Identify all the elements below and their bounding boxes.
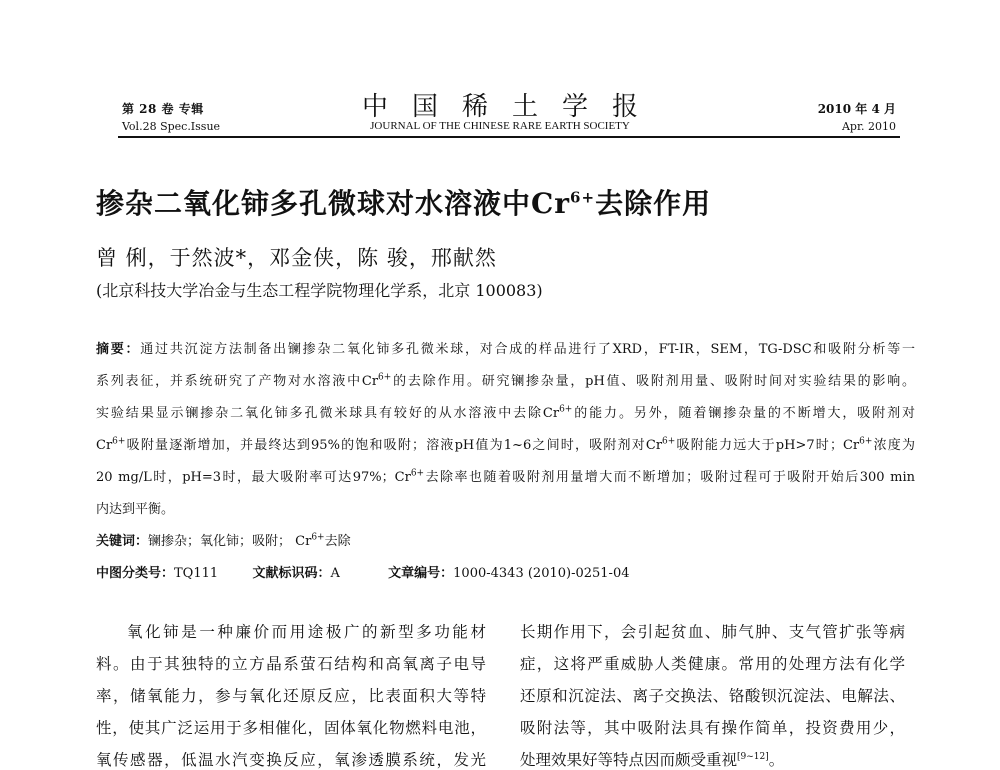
body-right-line-2: 症，这将严重威胁人类健康。常用的处理方法有化学 [520, 655, 905, 673]
journal-title-cn: 中国稀土学报 [361, 92, 662, 122]
affiliation: (北京科技大学冶金与生态工程学院物理化学系，北京 100083) [96, 281, 543, 300]
doc-code-label: 文献标识码： [252, 566, 331, 581]
body-right-line-3: 还原和沉淀法、离子交换法、铬酸钡沉淀法、电解法、 [520, 687, 905, 705]
classification-line [96, 562, 630, 581]
clc-value: TQ111 [174, 566, 219, 581]
abstract-line-6: 内达到平衡。 [96, 502, 175, 517]
abstract-line-4: $Cr^{6+}$吸附量逐渐增加，并最终达到95%的饱和吸附；溶液pH值为1~6之间时，吸附剂对$Cr^{6+}$吸附能力远大于pH>7时；$Cr^{6+}$浓度为 [96, 436, 915, 453]
abstract-line-1: 摘要：通过共沉淀方法制备出镧掺杂二氧化铈多孔微米球，对合成的样品进行了XRD，FT-IR，SEM，TG-DSC和吸附分析等一 [96, 342, 915, 357]
journal-title-en: JOURNAL OF THE CHINESE RARE EARTH SOCIETY [370, 120, 630, 132]
keywords: 关键词：镧掺杂；氧化铈；吸附； $Cr^{6+}$去除 [96, 532, 351, 549]
body-left-line-4: 性，使其广泛运用于多相催化，固体氧化物燃料电池， [96, 719, 486, 737]
body-left-line-2: 料。由于其独特的立方晶系萤石结构和高氧离子电导 [96, 655, 486, 673]
body-left-line-5: 氧传感器，低温水汽变换反应，氧渗透膜系统，发光 [96, 751, 486, 769]
body-right-line-5: 处理效果好等特点因而颇受重视[9~12]。 [520, 751, 785, 769]
body-right-line-4: 吸附法等，其中吸附法具有操作简单，投资费用少， [520, 719, 905, 737]
date-cn: 2010 年 4 月 [817, 102, 896, 116]
paper-title: 掺杂二氧化铈多孔微球对水溶液中$Cr^{6+}$去除作用 [96, 187, 712, 220]
volume-issue-en: Vol.28 Spec.Issue [122, 120, 221, 133]
article-number-label: 文章编号： [388, 566, 454, 581]
abstract-line-5: 20 mg/L时，pH=3时，最大吸附率可达97%；$Cr^{6+}$去除率也随着吸附剂用量增大而不断增加；吸附过程可于吸附开始后300 min [96, 468, 915, 485]
abstract-label: 摘要： [96, 342, 141, 357]
article-number-value: 1000-4343 (2010)-0251-04 [453, 566, 630, 581]
abstract-line-2: 系列表征，并系统研究了产物对水溶液中$Cr^{6+}$的去除作用。研究镧掺杂量，pH值、吸附剂用量、吸附时间对实验结果的影响。 [96, 372, 915, 389]
authors: 曾 俐，于然波*，邓金侠，陈 骏，邢献然 [96, 246, 497, 270]
body-right-line-1: 长期作用下，会引起贫血、肺气肿、支气管扩张等病 [520, 623, 905, 641]
doc-code-value: A [330, 566, 340, 581]
citation-ref: [9~12] [737, 751, 769, 762]
abstract-line-3: 实验结果显示镧掺杂二氧化铈多孔微米球具有较好的从水溶液中去除$Cr^{6+}$的能力。另外，随着镧掺杂量的不断增大，吸附剂对 [96, 404, 915, 421]
clc-label: 中图分类号： [96, 566, 175, 581]
date-en: Apr. 2010 [841, 120, 896, 133]
volume-issue-cn: 第 28 卷 专辑 [122, 102, 204, 116]
body-left-line-3: 率，储氧能力，参与氧化还原反应，比表面积大等特 [96, 687, 486, 705]
keywords-label: 关键词： [96, 534, 149, 549]
body-left-line-1: 氧化铈是一种廉价而用途极广的新型多功能材 [127, 623, 486, 641]
header-rule [118, 136, 900, 138]
